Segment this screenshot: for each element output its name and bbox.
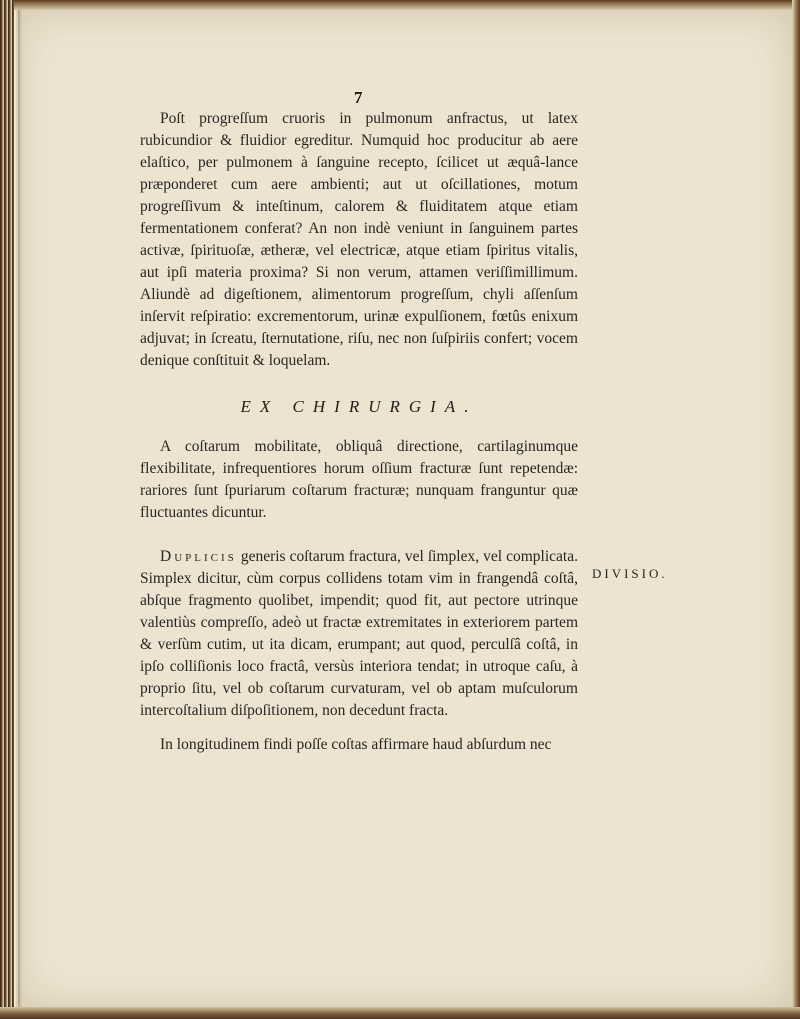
paragraph-fracture-body: generis coſtarum fractura, vel ſimplex, vel complicata. Simplex dicitur, cùm corpus collidens totam vim in frangendâ coſtâ, abſque fragmento quolibet, impendit; quod fit, aut pectore utrinque valentiùs compreſſo, adeò ut fractæ extremitates in exteriorem partem & verſùm cutim, ut ita dicam, erumpant; aut quod, perculſâ coſtâ, in ipſo colliſionis loco fractâ, versùs interiora tendat; in utroque caſu, à proprio ſitu, vel ob coſtarum curvaturam, vel ob aptam muſculorum intercoſtalium diſpoſitionem, non decedunt fracta. — [140, 548, 578, 719]
book-bottom-edge — [0, 1007, 800, 1019]
book-spine-edge — [0, 0, 14, 1019]
page-gutter-shadow — [18, 10, 22, 1008]
page-text-block — [140, 88, 578, 756]
paragraph-respiration: Poſt progreſſum cruoris in pulmonum anfractus, ut latex rubicundior & fluidior egreditur. Numquid hoc producitur ab aere elaſtico, per pulmonem à ſanguine recepto, ſcilicet ut æquâ-lance præponderet cum aere ambienti; aut ut oſcillationes, motum progreſſivum & inteſtinum, calorem & fluiditatem atque etiam fermentationem conferat? An non indè veniunt in ſanguinem partes activæ, ſpirituoſæ, ætheræ, vel electricæ, atque etiam ſpiritus vitalis, aut ipſi materia proxima? Si non verum, attamen veriſſimillimum. Aliundè ad digeſtionem, alimentorum progreſſum, chyli aſſenſum inſervit reſpiratio: excrementorum, urinæ expulſionem, fœtûs enixum adjuvat; in ſcreatu, ſternutatione, riſu, nec non ſuſpiriis confert; vocem denique conſtituit & loquelam. — [140, 110, 578, 369]
paragraph-lead-word: Duplicis — [160, 548, 237, 565]
book-top-edge — [0, 0, 800, 10]
paragraph-last-line: In longitudinem findi poſſe coſtas affirmare haud abſurdum nec — [160, 736, 552, 753]
paragraph-fracture-types — [140, 546, 578, 722]
paragraph-costae-mobility: A coſtarum mobilitate, obliquâ directione, cartilaginumque flexibilitate, infrequentiores horum oſſium fracturæ ſunt repetendæ: rariores ſunt ſpuriarum coſtarum fracturæ; nunquam franguntur quæ fluctuantes dicuntur. — [140, 438, 578, 521]
margin-note-divisio: DIVISIO. — [592, 566, 668, 581]
book-right-edge — [792, 0, 800, 1019]
section-heading: EX CHIRURGIA. — [240, 397, 478, 416]
page-number: 7 — [354, 88, 363, 107]
